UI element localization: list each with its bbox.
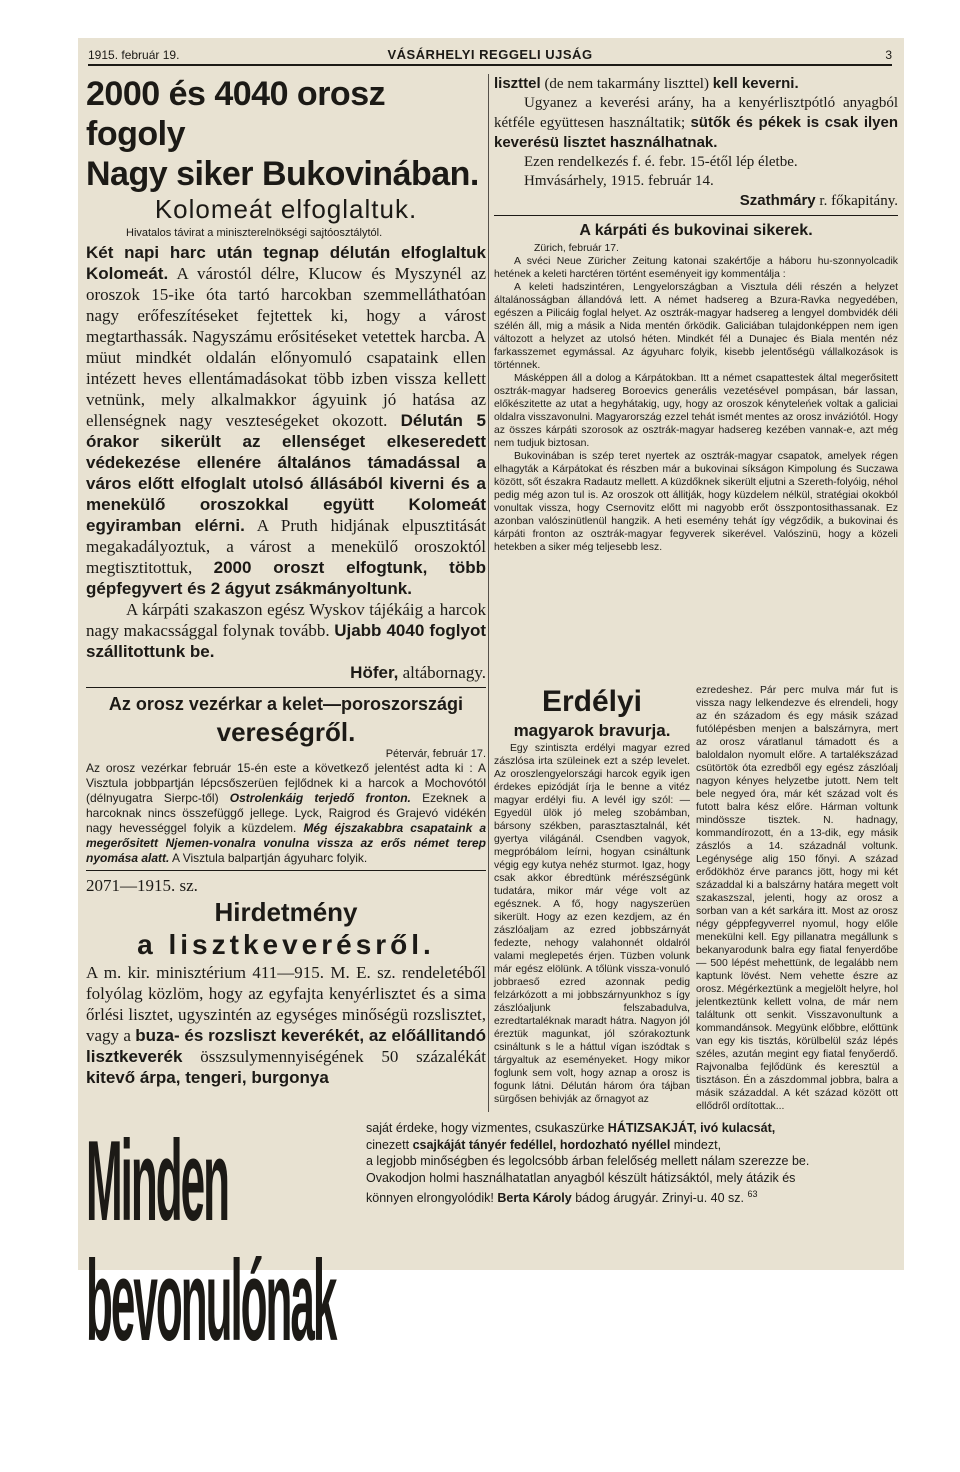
separator bbox=[86, 687, 486, 688]
signature-name: Szathmáry bbox=[739, 192, 816, 209]
separator bbox=[494, 215, 898, 216]
dateline-zurich: Zürich, február 17. bbox=[534, 243, 619, 254]
announcement-rest: összsulymennyiségének 50 százalékát bbox=[200, 1047, 486, 1067]
separator bbox=[86, 870, 486, 871]
headline-defeat: vereségről. bbox=[216, 717, 356, 747]
headline-announcement: Hirdetmény bbox=[214, 897, 358, 928]
announcement-continuation bbox=[494, 74, 898, 94]
carpathian-p3: Másképpen áll a dolog a Kárpátokban. Itt a német csapattestek által megerősitett osztrák-magyar hadsereg Boroevics generális vezetésével pompásan, bár lassan, előkészitette az utat a hegyhátakig, ugy, hogy az oroszok kényteleńek voltak a galiciai oldalra visszavonulni. Magyarország ezzel tehát ismét mentes az orosz inváziótól. Hogy az összes kárpáti szorosok az osztrák-magyar hadsereg kezében vannak-e, azt még nem tudjuk biztosan. bbox=[494, 373, 898, 449]
place-date: Hmvásárhely, 1915. február 14. bbox=[524, 173, 714, 189]
cont-bold: liszttel bbox=[494, 75, 541, 92]
cont-p1-bold: sütők és pékek is csak ilyen keverésü lisztet használhatnak. bbox=[494, 114, 899, 151]
header-page-number: 3 bbox=[885, 48, 892, 62]
carpathian-p4: Bukovinában is szép teret nyertek az osztrák-magyar csapatok, amelyek régen elhagyták a Kárpátokat és részben már a bukovinai síkságon Kimpolung és Suczawa között, sőt északra Radautz mellett. A küzdőknek sikerült eljutni a Szereth-folyóig, néhol pedig még azon tul is. Az oroszok ott állitják, hogy küzdelem nélkül, stratégiai okokból vonultak vissza, hogy Csernovitz előtt mi nagyobb erőt összpontosithassanak. Ez azonban valószinütlenül hangzik. A heti esemény tehát így végződik, a bukovinai és kárpáti fronton az osztrák-magyar fegyverek sikerével. Valószinü, hogy a közeli hetekben a siker még teljesebb lesz. bbox=[494, 451, 898, 553]
paragraph-1: A várostól délre, Klucow és Myszynél az oroszok 15-ike óta tartó harcokban szemmelláthatóan nagy erőfeszítéseket fejtettek ki, hogy a várost megtarthassák. Nagyszámu erősitéseket vetettek harcba. A müut mindkét oldalán előnyomuló csapataink ellen intézett heves ellentámadásokat több izben vissza kellett vetnünk, mely alkalmakkor ágyuink jó hatása az ellenségnek nagy veszteségeket okozott. bbox=[86, 264, 487, 430]
ad-number: 63 bbox=[747, 1189, 758, 1199]
bravura-text-b: ezredeshez. Pár perc mulva már fut is vissza nagy lelkendezve és elrendeli, hogy az én századom és egy másik század futólépésben menjen a balszárnyra, mert az orosz váratlanul támadott és a baloldalon nyomult előre. A tartalékszázad csütörtök óta ezredből egy egész zászlóalj nagyon kényes helyzetbe jutott. Nem telt bele negyed óra, már két század volt és futott balra kész előre. Hárman voltunk mindössze tisztek. N. hadnagy, kommandírozott, én a 13-dik, egy másik zászlós a 14. századnál voltunk. Legénysége alig 150 főnyi. A század erődökhöz érve parancs jött, hogy mi két századdal ki a balszárny határa megett volt szakaszszal, jelenti, hogy az orosz a sorban van a két sarkára itt. Most az orosz négy géppfegyverrel nyomul, hogy előle menekülni kell. Egy pillanatra megállunk s bekanyarodunk balra egy fiatal fenyerdőbe — 500 lépést mehettünk, de legalább nem kaptunk lövést. Nem vehette észre az orosz. Mégérkeztünk a megjelölt helyre, hol jelentkeztünk kellett volna, de már nem találtunk ott senkit. Visszavonultunk a kommandánsok. Megyünk előbbre, előttünk van egy kis tisztás, körülbelül száz lépés széles, azután megint egy fiatal fenyőerdő. Rajvonalba fejlődünk és keresztül a tisztáson. Én a zászdommal jobbra, balra a másik századdal. A két század között ott ellődről ordítottak... bbox=[696, 685, 898, 1112]
ad-text bbox=[366, 1120, 896, 1207]
cont-text: (de nem takarmány liszttel) bbox=[544, 76, 709, 92]
carpathian-intro: A svéci Neue Züricher Zeitung katonai szakértője a háboru hu-szonnyolcadik hetének a keleti harctéren történt eseményeit igy kommentálja : bbox=[494, 256, 898, 280]
headline-prisoners: 2000 és 4040 orosz fogoly bbox=[86, 75, 386, 153]
signature-hofer bbox=[86, 662, 486, 683]
headline-carpathian: A kárpáti és bukovinai sikerek. bbox=[579, 222, 813, 239]
column-1 bbox=[86, 74, 487, 1088]
article2-p1: Az orosz vezérkar február 15-én este a következő jelentést adta ki : A Visztula jobbpartján lépcsőszerüen fejlődnek ki a harcok a Mochovótól (délnyugatra Sierpc-től) bbox=[86, 761, 486, 806]
column-3b bbox=[696, 684, 898, 1116]
ministry-line: A m. kir. minisztérium 411—915. M. E. sz. bbox=[86, 963, 396, 983]
cont-p1: Ugyanez a keverési arány, ha a kenyérlisztpótló anyagból kétféle együttesen használtatik; bbox=[494, 95, 898, 131]
ad-line1: saját érdeke, hogy vizmentes, csukaszürke bbox=[366, 1121, 605, 1135]
ad-line1-bold: HÁTIZSAKJÁT, ivó kulacsát, bbox=[607, 1121, 776, 1135]
reference-number: 2071—1915. sz. bbox=[86, 876, 198, 896]
page-header bbox=[88, 46, 892, 66]
carpathian-p2: A keleti hadszintéren, Lengyelországban a Visztula déli részén a helyzet általánosságban állandóvá lett. A német hadsereg a Bzura-Ravka negyedében, egészen a Pilicáig foglal helyet. Az osztrák-magyar hadsereg a lengyel dombvidék déli szélén áll, mig a másik a Nida mentén őrködik. Galiciában tulajdonképpen nem igen változott a helyzet az utolsó héten. Mindkét fél a Dunajec és Biala mentén néz farkasszemet egymással. Az ágyuharc folyik, kisebb jelentőségü vállalkozások is történnek. bbox=[494, 282, 898, 371]
signature-rank: r. főkapitány. bbox=[819, 193, 898, 209]
ad-headline: Minden bevonulónak bbox=[86, 1118, 336, 1366]
ad-company: Berta Károly bbox=[497, 1191, 572, 1206]
signature-szathmary bbox=[494, 191, 898, 211]
column-divider bbox=[488, 74, 489, 1112]
newspaper-page bbox=[78, 38, 904, 1366]
ad-line2: cinezett bbox=[366, 1137, 410, 1152]
dateline-petrograd: Pétervár, február 17. bbox=[385, 748, 486, 760]
headline-erdelyi: Erdélyi bbox=[541, 685, 643, 718]
paragraph-1-bold2: 2000 oroszt elfogtunk, több gépfegyvert és 2 ágyut zsákmányoltunk. bbox=[86, 558, 486, 598]
header-date: 1915. február 19. bbox=[88, 48, 180, 62]
paragraph-1-tail: A Pruth hidjának elpusztitását megakadályoztuk, a várost a menekülő oroszoktól megtisztitottuk, bbox=[86, 516, 486, 577]
telegram-source: Hivatalos távirat a miniszterelnökségi sajtóosztálytól. bbox=[126, 227, 383, 239]
bravura-text-a: Egy szintiszta erdélyi magyar ezred zászlósa irta szüleinek ezt a szép levelet. Az oroszlengyelországi harcok egyik igen érdekes epizódját írja le benne a vitéz magyar erdélyi fiu. A levél igy szól: — Egyedül ülök jó meleg szobámban, bársony székben, parasztasztalnál, két gyertya világánál. Csendben vagyok, megpróbálom leírni, hogyan csináltunk végig egy kutya nehéz sturmot. Igaz, hogy csak akkor ébredtünk mérészségünk tudatára, mikor már vége volt az egésznek. A fő, hogy nagyszerüen sikerült. Hogy az ezen kezdjem, az én zászlóaljam az ezred jobbszárnyát fedezte, nehogy valahonnét oldalról valami meglepetés érjen. Tüzben volunk már egész elölünk. A tőlünk vissza-vonuló jobbraeső ezred azonnak pedig felzárkózott a mi jobbszárnyunkhoz s így zászlóaljunk felszabadulva, ezredtartaléknak maradt hátra. Nagyon jól éreztük magunkat, jól szórakoztunk csináltunk s le a háttul vígan iszódtak s tárgyaltuk az eseményeket. Hogy mikor foglunk sem volt, hogy aznap a orosz is fogunk látni. Délután három óra tájban sürgősen behivják az őrnagyot az bbox=[494, 743, 690, 1105]
headline-russian-staff: Az orosz vezérkar a kelet—poroszországi bbox=[108, 694, 464, 714]
column-3a bbox=[494, 684, 690, 1116]
paragraph-1-bold: Délután 5 órakor sikerült az ellenséget elkeseredett védekezése ellenére általános támadással a város előtt elfoglalt utolsó állásából kiverni és a menekülő oroszokkal együtt Kolomeát egyiramban elérni. bbox=[86, 411, 486, 535]
article2-bold: Ostrolenkáig terjedő fronton. bbox=[229, 791, 411, 806]
lead-sentence: Két napi harc után tegnap délután elfoglaltuk Kolomeát. bbox=[86, 243, 486, 283]
ad-address: bádog árugyár. Zrinyi-u. 40 sz. bbox=[575, 1191, 745, 1206]
headline-kolomea: Kolomeát elfoglaltuk. bbox=[154, 194, 418, 224]
ad-line2-bold: csajkáját tányér fedéllel, hordozható nyéllel bbox=[412, 1137, 671, 1152]
cont-bold2: kell keverni. bbox=[712, 75, 799, 92]
paragraph-2 bbox=[86, 599, 486, 662]
announcement-bold2: kitevő árpa, tengeri, burgonya bbox=[86, 1068, 329, 1088]
paragraph-2-text: A kárpáti szakaszon egész Wyskov tájékáig a harcok nagy makacssággal folynak tovább. bbox=[86, 600, 486, 640]
ad-line5: könnyen elrongyolódik! bbox=[366, 1191, 494, 1206]
article2-rest: Ezeknek a harcoknak nincs összefüggő jellege. Lyck, Raigrod és Grajevó vidékén nagy hevességgel folyik a küzdelem. bbox=[86, 791, 486, 836]
article-kolomea-text bbox=[86, 242, 486, 599]
article2-bold2: Még éjszakabbra csapataink a megerősitett Njemen-vonalra vonulna vissza az erős német terep nyomása alatt. bbox=[86, 821, 486, 866]
signature-name: Höfer, bbox=[350, 663, 399, 682]
headline-bukovina: Nagy siker Bukovinában. bbox=[86, 155, 479, 193]
announcement-p1: rendeletéből folyólag közlöm, hogy az egyfajta kenyérlisztet és a sima őrlési lisztet, ugyszintén az egységes minőségü rozslisztet, vagy a bbox=[86, 963, 486, 1046]
headline-bravura: magyarok bravurja. bbox=[513, 721, 671, 740]
ad-line4: Ovakodjon holmi használhatatlan anyagból készült hátizsáktól, mely átázik és bbox=[366, 1170, 796, 1185]
signature-rank: altábornagy. bbox=[402, 663, 486, 682]
header-title: VÁSÁRHELYI REGGELI UJSÁG bbox=[387, 47, 593, 62]
column-2 bbox=[494, 74, 898, 680]
article-russian-staff-text bbox=[86, 761, 486, 866]
headline-flour-mixing: a lisztkeverésről. bbox=[137, 929, 435, 961]
article2-end: A Visztula balpartján ágyuharc folyik. bbox=[172, 851, 368, 866]
effective-date: Ezen rendelkezés f. é. febr. 15-étől lép életbe. bbox=[524, 154, 798, 170]
paragraph-2-bold: Ujabb 4040 foglyot szállitottunk be. bbox=[86, 621, 486, 661]
ad-line2-rest: mindezt, bbox=[673, 1137, 722, 1152]
announcement-bold: buza- és rozsliszt keverékét, az előállitandó lisztkeverék bbox=[86, 1026, 487, 1067]
article-announcement-text bbox=[86, 962, 486, 1088]
announcement-p2 bbox=[494, 94, 898, 153]
advertisement bbox=[86, 1118, 898, 1366]
ad-line3: a legjobb minőségben és legolcsóbb árban felelőség mellett nálam szerezze be. bbox=[366, 1154, 810, 1168]
